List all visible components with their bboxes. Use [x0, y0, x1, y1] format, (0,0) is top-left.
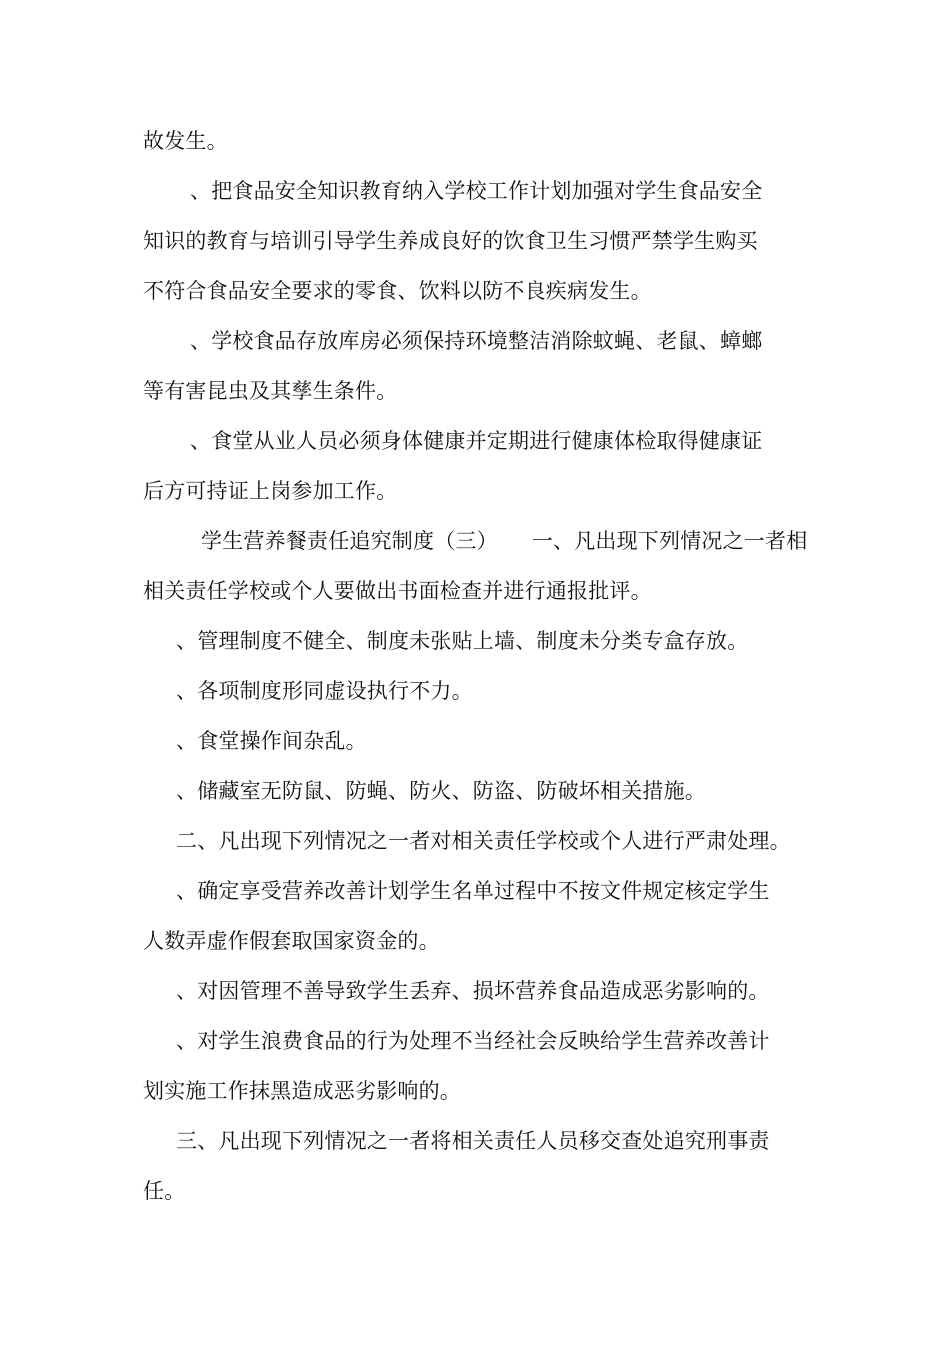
- paragraph-line-2: 、把食品安全知识教育纳入学校工作计划加强对学生食品安全: [190, 179, 763, 203]
- paragraph-line-10: 相关责任学校或个人要做出书面检查并进行通报批评。: [143, 579, 652, 603]
- paragraph-line-8: 后方可持证上岗参加工作。: [143, 479, 398, 503]
- list-item-1: 、管理制度不健全、制度未张贴上墙、制度未分类专盒存放。: [176, 629, 749, 653]
- list-item-2: 、各项制度形同虚设执行不力。: [176, 679, 473, 703]
- paragraph-line-19: 、对学生浪费食品的行为处理不当经社会反映给学生营养改善计: [176, 1029, 770, 1053]
- section-title-line: [201, 527, 807, 555]
- paragraph-line-18: 、对因管理不善导致学生丢弃、损坏营养食品造成恶劣影响的。: [176, 979, 770, 1003]
- section-two-heading: 二、凡出现下列情况之一者对相关责任学校或个人进行严肃处理。: [176, 829, 791, 853]
- paragraph-line-1: 故发生。: [143, 129, 228, 153]
- paragraph-line-22: 任。: [143, 1179, 186, 1203]
- section-first-clause: 一、凡出现下列情况之一者相: [531, 529, 808, 553]
- list-item-3: 、食堂操作间杂乱。: [176, 729, 367, 753]
- paragraph-line-20: 划实施工作抹黑造成恶劣影响的。: [143, 1079, 461, 1103]
- section-three-heading: 三、凡出现下列情况之一者将相关责任人员移交查处追究刑事责: [176, 1129, 770, 1153]
- section-title: 学生营养餐责任追究制度（三）: [201, 529, 498, 553]
- paragraph-line-17: 人数弄虚作假套取国家资金的。: [143, 929, 440, 953]
- paragraph-line-4: 不符合食品安全要求的零食、饮料以防不良疾病发生。: [143, 279, 652, 303]
- paragraph-line-5: 、学校食品存放库房必须保持环境整洁消除蚊蝇、老鼠、蟑螂: [190, 329, 763, 353]
- paragraph-line-3: 知识的教育与培训引导学生养成良好的饮食卫生习惯严禁学生购买: [143, 229, 758, 253]
- paragraph-line-6: 等有害昆虫及其孳生条件。: [143, 379, 398, 403]
- paragraph-line-16: 、确定享受营养改善计划学生名单过程中不按文件规定核定学生: [176, 879, 770, 903]
- paragraph-line-7: 、食堂从业人员必须身体健康并定期进行健康体检取得健康证: [190, 429, 763, 453]
- list-item-4: 、储藏室无防鼠、防蝇、防火、防盗、防破坏相关措施。: [176, 779, 706, 803]
